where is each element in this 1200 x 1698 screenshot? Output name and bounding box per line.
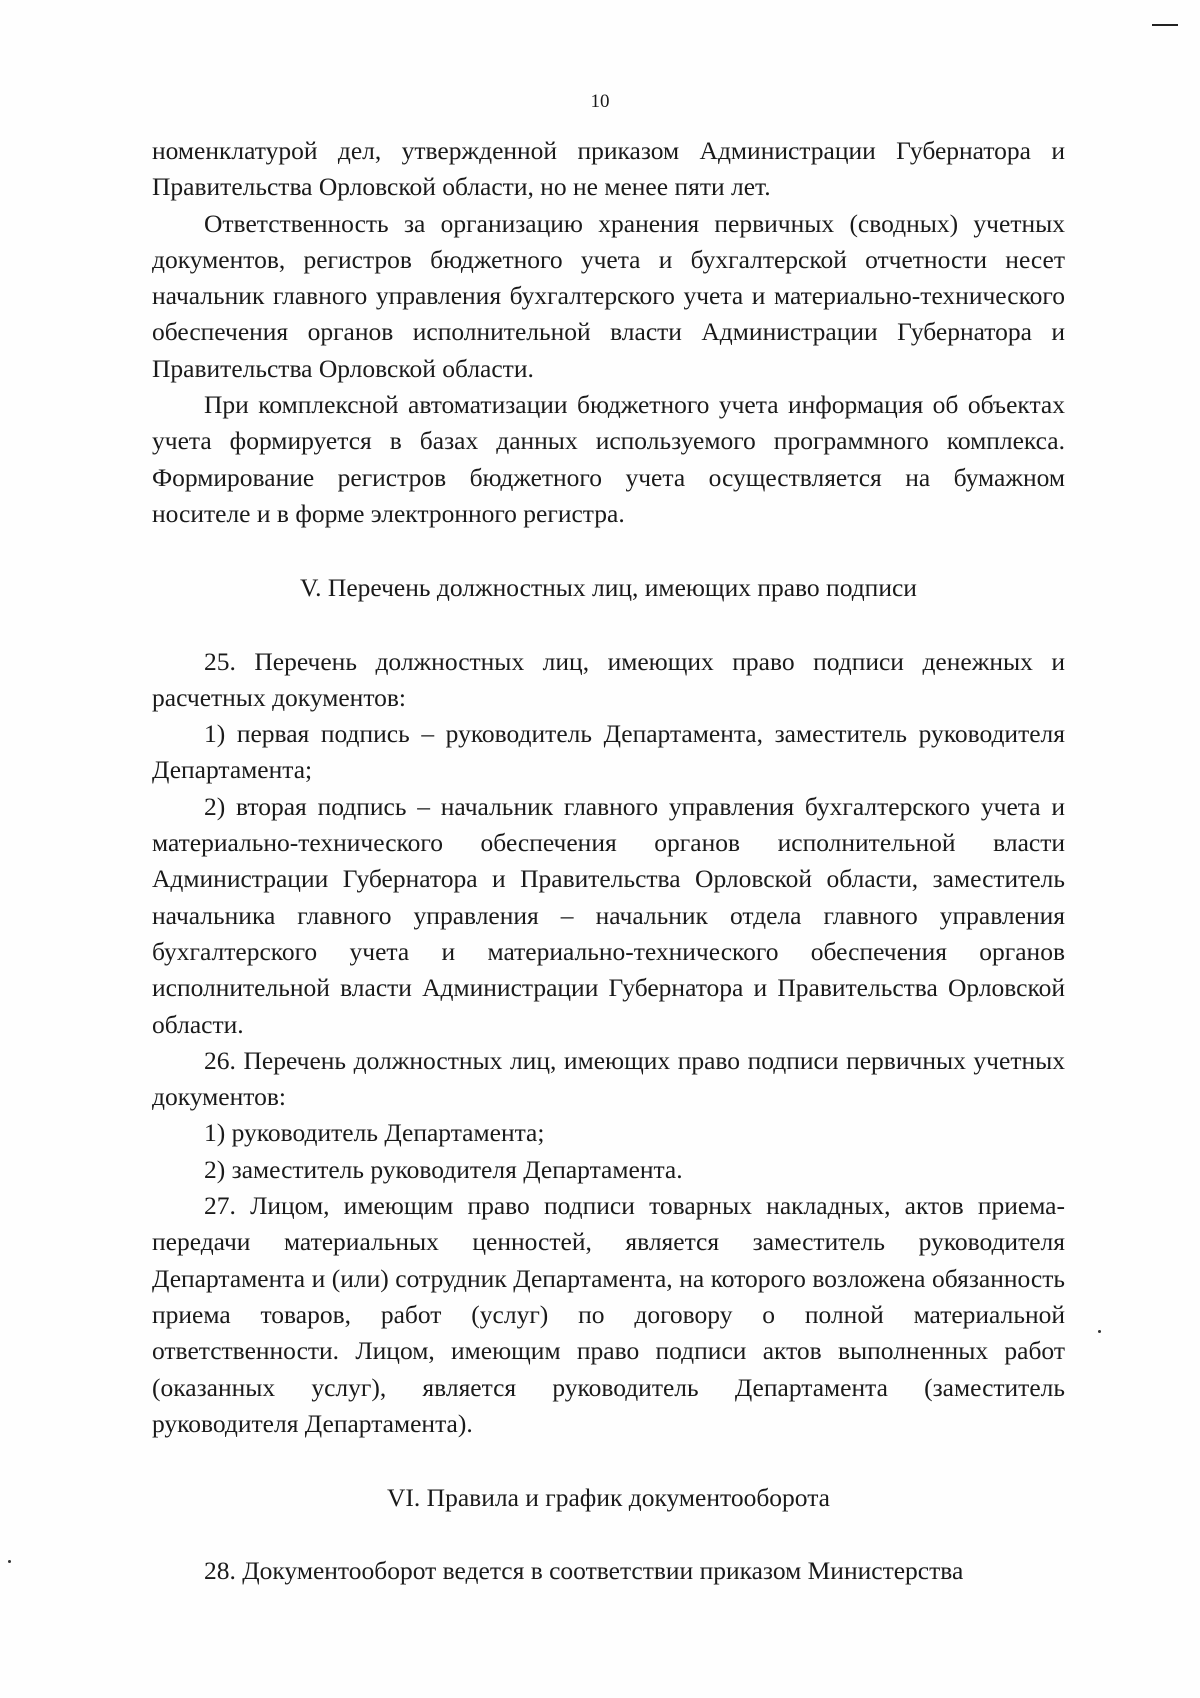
- list-item-head: 1) руководитель Департамента;: [204, 1118, 545, 1148]
- scan-speck: [8, 1560, 11, 1563]
- spacer: [152, 532, 1065, 570]
- list-item-deputy: 2) заместитель руководителя Департамента.: [204, 1154, 683, 1184]
- paragraph-automation: При комплексной автоматизации бюджетного учета информация об объектах учета формируется в базах данных используемого программного комплекса. Формирование регистров бюджетного учета осуществляется на бумажном носителе и в форме электронного регистра.: [152, 390, 1065, 528]
- paragraph-continuation: номенклатурой дел, утвержденной приказом Администрации Губернатора и Правительства Орловской области, но не менее пяти лет.: [152, 136, 1065, 202]
- page-number: 10: [590, 91, 610, 112]
- list-item-first-signature: 1) первая подпись – руководитель Департамента, заместитель руководителя Департамента;: [152, 719, 1065, 785]
- spacer: [152, 1442, 1065, 1480]
- paragraph-item-26: 26. Перечень должностных лиц, имеющих право подписи первичных учетных документов:: [152, 1045, 1065, 1112]
- paragraph-responsibility: Ответственность за организацию хранения первичных (сводных) учетных документов, регистров бюджетного учета и бухгалтерской отчетности несет начальник главного управления бухгалтерского учета и материально-технического обеспечения органов исполнительной власти Администрации Губернатора и Правительства Орловской области.: [152, 208, 1065, 383]
- section-heading-vi: VI. Правила и график документооборота: [387, 1483, 830, 1513]
- list-item-second-signature: 2) вторая подпись – начальник главного управления бухгалтерского учета и материально-технического обеспечения органов исполнительной власти Администрации Губернатора и Правительства Орловской области, заместитель начальника главного управления – начальник отдела главного управления бухгалтерского учета и материально-технического обеспечения органов исполнительной власти Администрации Губернатора и Правительства Орловской области.: [152, 791, 1065, 1039]
- paragraph-item-25: 25. Перечень должностных лиц, имеющих право подписи денежных и расчетных документов:: [152, 646, 1065, 712]
- paragraph-item-28: 28. Документооборот ведется в соответствии приказом Министерства: [204, 1556, 964, 1586]
- spacer: [152, 607, 1065, 644]
- corner-scan-mark: [1152, 24, 1178, 26]
- document-body: [152, 133, 1065, 1590]
- scan-speck: [1098, 1330, 1101, 1333]
- section-heading-v: V. Перечень должностных лиц, имеющих право подписи: [300, 573, 917, 603]
- paragraph-item-27: 27. Лицом, имеющим право подписи товарных накладных, актов приема-передачи материальных ценностей, является заместитель руководителя Департамента и (или) сотрудник Департамента, на которого возложена обязанность приема товаров, работ (услуг) по договору о полной материальной ответственности. Лицом, имеющим право подписи актов выполненных работ (оказанных услуг), является руководитель Департамента (заместитель руководителя Департамента).: [152, 1191, 1065, 1438]
- spacer: [152, 1516, 1065, 1553]
